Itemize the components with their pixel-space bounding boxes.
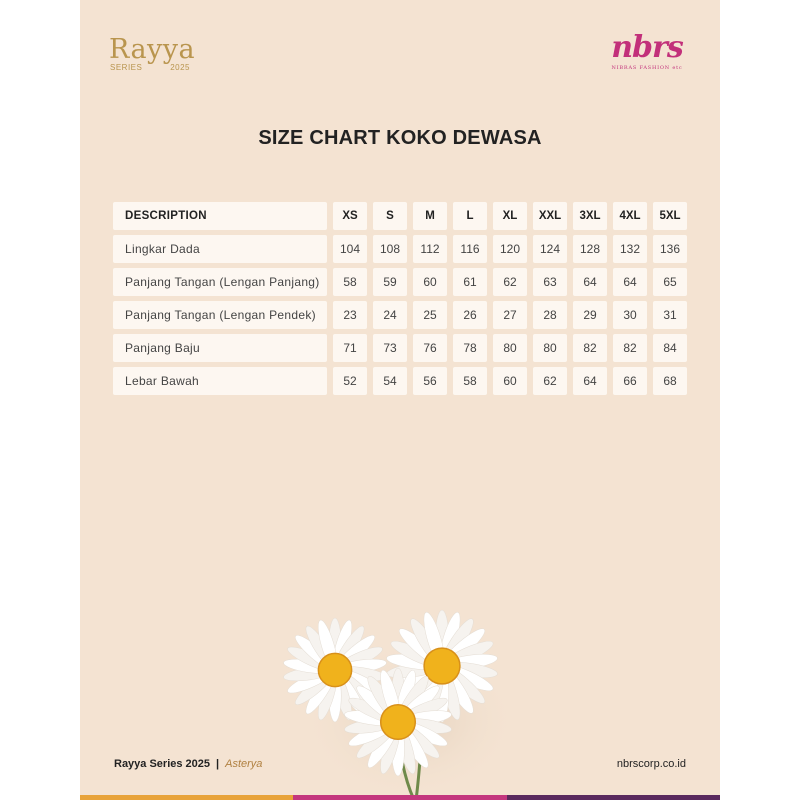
row-label: Lebar Bawah xyxy=(113,367,327,395)
bottom-bar-pink xyxy=(293,795,506,800)
table-cell: 82 xyxy=(573,334,607,362)
footer-series-info xyxy=(114,758,262,770)
table-cell: 58 xyxy=(333,268,367,296)
table-cell: 58 xyxy=(453,367,487,395)
table-cell: 52 xyxy=(333,367,367,395)
table-cell: 27 xyxy=(493,301,527,329)
header-size: XS xyxy=(333,202,367,230)
row-label: Panjang Baju xyxy=(113,334,327,362)
table-cell: 24 xyxy=(373,301,407,329)
table-cell: 31 xyxy=(653,301,687,329)
nbrs-logo xyxy=(602,30,692,77)
table-cell: 76 xyxy=(413,334,447,362)
table-cell: 82 xyxy=(613,334,647,362)
table-cell: 64 xyxy=(573,367,607,395)
table-cell: 25 xyxy=(413,301,447,329)
row-label: Panjang Tangan (Lengan Panjang) xyxy=(113,268,327,296)
header-size: M xyxy=(413,202,447,230)
header-description: DESCRIPTION xyxy=(113,202,327,230)
table-cell: 60 xyxy=(493,367,527,395)
nbrs-logo-tagline: NIBRAS FASHION etc xyxy=(611,65,683,71)
table-cell: 66 xyxy=(613,367,647,395)
table-header-row xyxy=(113,202,687,230)
table-row xyxy=(113,301,687,329)
footer-collection: Asterya xyxy=(225,758,263,770)
size-table xyxy=(113,202,687,400)
header-size: XXL xyxy=(533,202,567,230)
table-cell: 28 xyxy=(533,301,567,329)
size-chart-page xyxy=(80,0,720,800)
header-size: XL xyxy=(493,202,527,230)
header-size: 5XL xyxy=(653,202,687,230)
rayya-logo-year: 2025 xyxy=(170,63,190,72)
table-cell: 62 xyxy=(533,367,567,395)
table-cell: 61 xyxy=(453,268,487,296)
table-cell: 68 xyxy=(653,367,687,395)
table-cell: 104 xyxy=(333,235,367,263)
rayya-logo xyxy=(109,35,199,75)
header-size: 4XL xyxy=(613,202,647,230)
table-cell: 64 xyxy=(613,268,647,296)
row-label: Panjang Tangan (Lengan Pendek) xyxy=(113,301,327,329)
header-size: L xyxy=(453,202,487,230)
footer-website[interactable]: nbrscorp.co.id xyxy=(616,758,686,770)
bottom-bar-purple xyxy=(507,795,720,800)
table-row xyxy=(113,235,687,263)
table-cell: 64 xyxy=(573,268,607,296)
table-cell: 120 xyxy=(493,235,527,263)
header-size: S xyxy=(373,202,407,230)
table-cell: 84 xyxy=(653,334,687,362)
table-cell: 128 xyxy=(573,235,607,263)
table-cell: 62 xyxy=(493,268,527,296)
row-label: Lingkar Dada xyxy=(113,235,327,263)
table-cell: 80 xyxy=(493,334,527,362)
table-cell: 112 xyxy=(413,235,447,263)
table-cell: 63 xyxy=(533,268,567,296)
table-cell: 23 xyxy=(333,301,367,329)
table-cell: 29 xyxy=(573,301,607,329)
table-cell: 78 xyxy=(453,334,487,362)
footer-separator: | xyxy=(216,758,220,770)
table-cell: 60 xyxy=(413,268,447,296)
table-cell: 80 xyxy=(533,334,567,362)
table-row xyxy=(113,367,687,395)
table-cell: 54 xyxy=(373,367,407,395)
table-cell: 136 xyxy=(653,235,687,263)
table-cell: 56 xyxy=(413,367,447,395)
rayya-logo-series: SERIES xyxy=(110,63,143,72)
table-cell: 71 xyxy=(333,334,367,362)
header-size: 3XL xyxy=(573,202,607,230)
page-title: SIZE CHART KOKO DEWASA xyxy=(258,127,542,149)
table-cell: 116 xyxy=(453,235,487,263)
bottom-bar-orange xyxy=(80,795,293,800)
table-cell: 59 xyxy=(373,268,407,296)
daisy-flowers-image xyxy=(280,600,520,800)
table-row xyxy=(113,268,687,296)
table-cell: 108 xyxy=(373,235,407,263)
rayya-logo-text: Rayya xyxy=(109,34,196,65)
table-cell: 73 xyxy=(373,334,407,362)
table-cell: 124 xyxy=(533,235,567,263)
nbrs-logo-text: nbrs xyxy=(611,30,683,65)
table-cell: 132 xyxy=(613,235,647,263)
table-cell: 30 xyxy=(613,301,647,329)
bottom-color-bar xyxy=(80,795,720,800)
table-row xyxy=(113,334,687,362)
table-cell: 26 xyxy=(453,301,487,329)
table-cell: 65 xyxy=(653,268,687,296)
footer-series: Rayya Series 2025 xyxy=(114,758,211,770)
